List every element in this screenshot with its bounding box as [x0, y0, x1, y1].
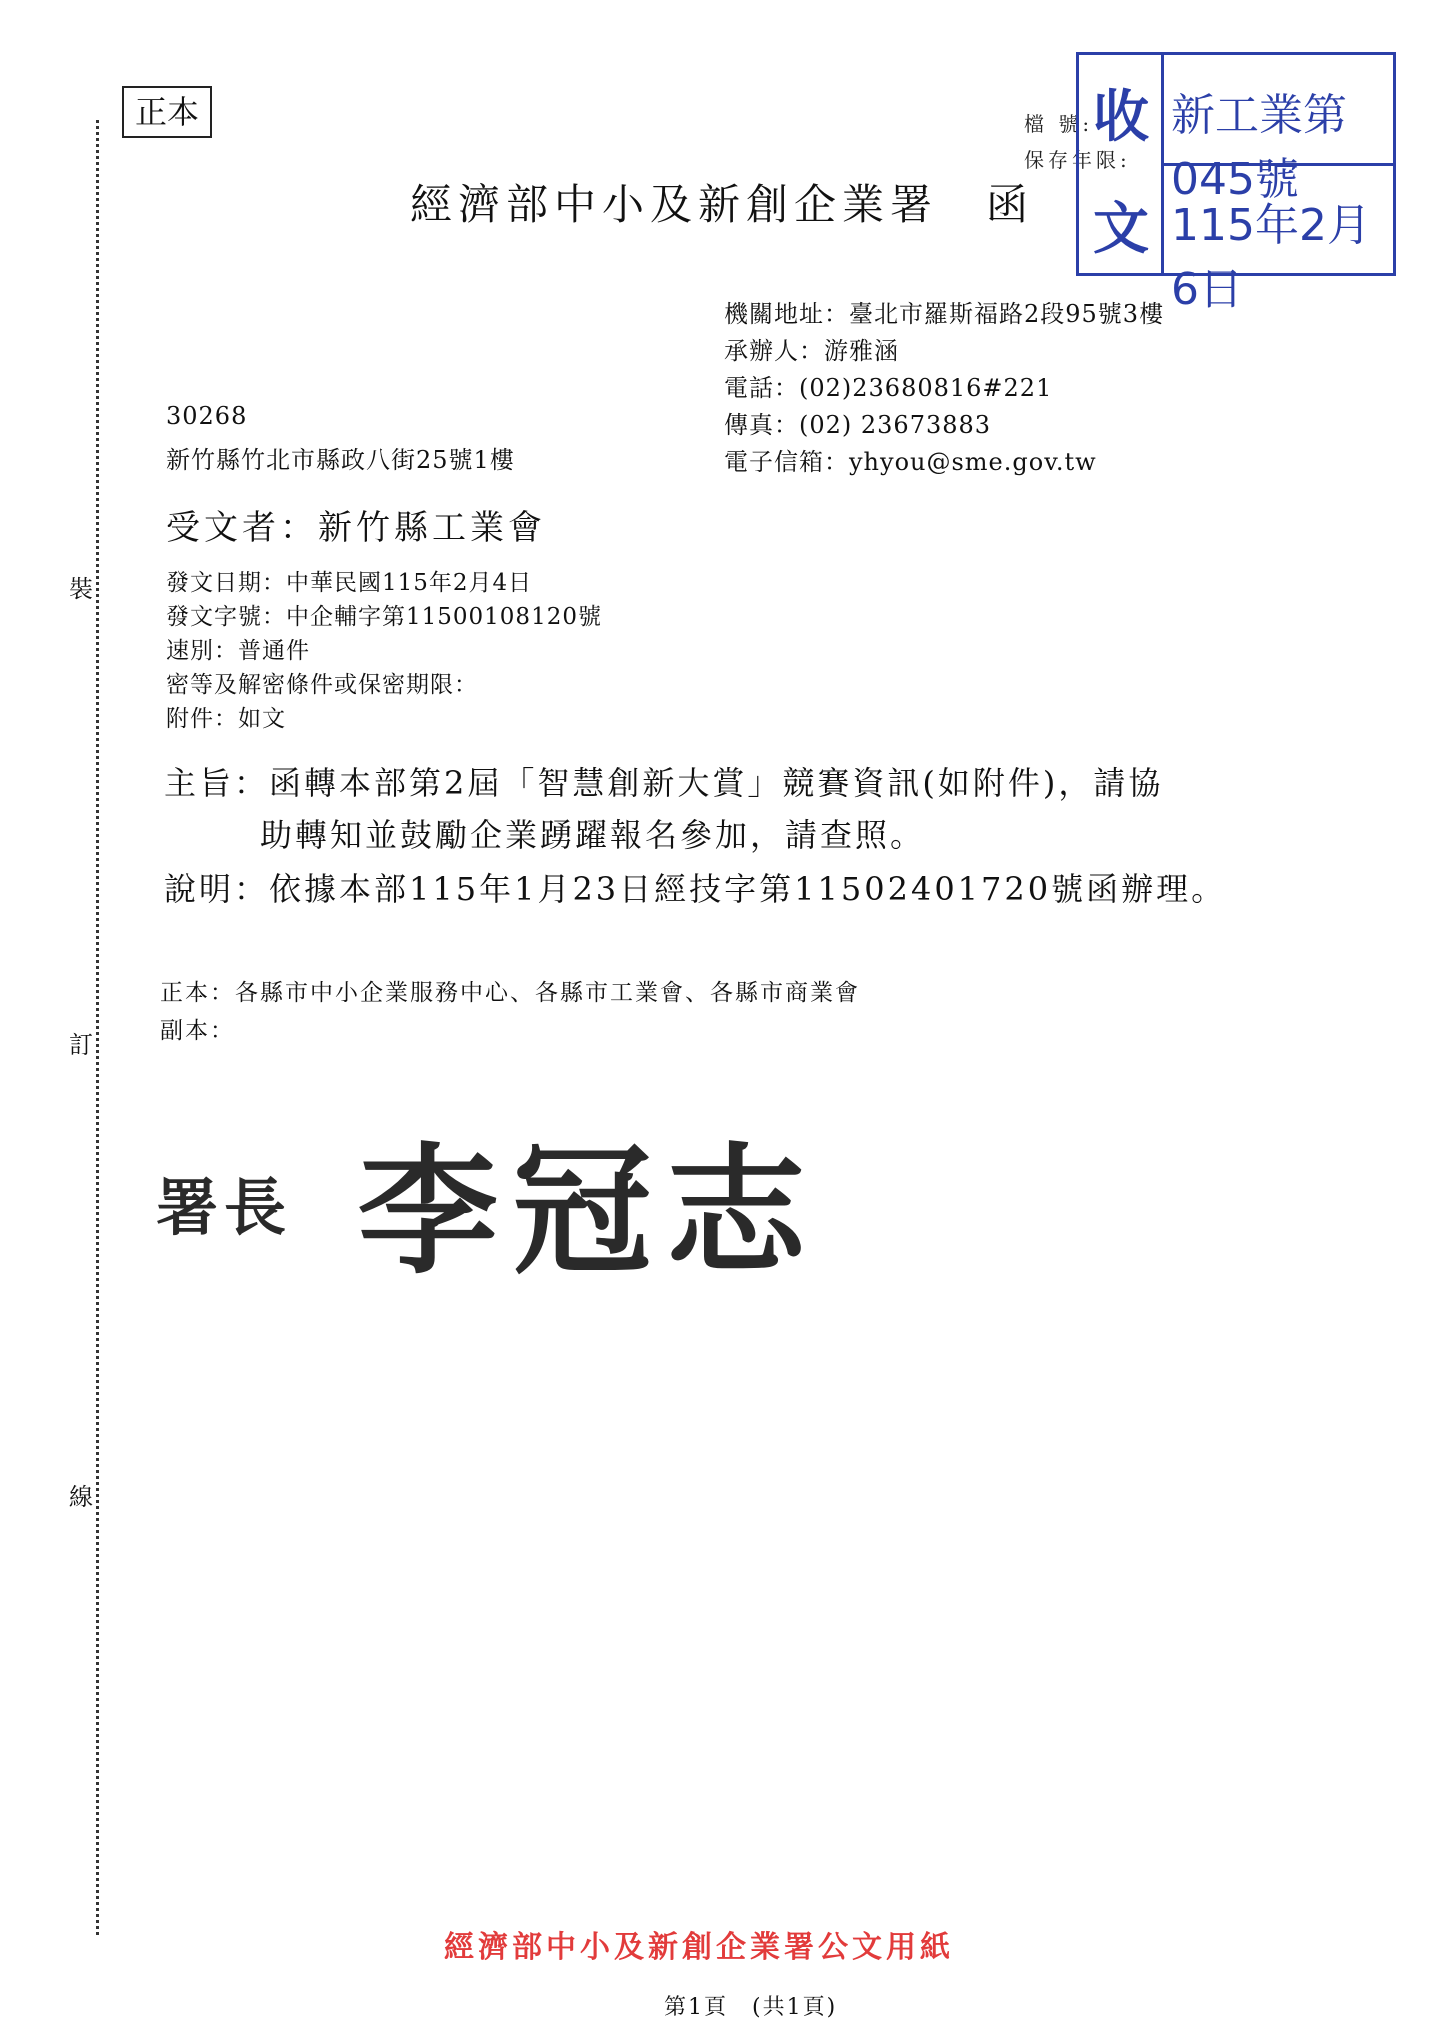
- copy-label: 正本: [122, 86, 212, 138]
- stamp-receive-char: 收: [1093, 84, 1149, 150]
- postal-code: 30268: [166, 402, 248, 430]
- subject-line-2: 助轉知並鼓勵企業踴躍報名參加，請查照。: [260, 816, 926, 854]
- receipt-stamp: [1076, 52, 1396, 315]
- handler: 承辦人：游雅涵: [724, 337, 899, 365]
- binding-char-zhuang: 裝: [66, 574, 96, 604]
- agency-address: 機關地址：臺北市羅斯福路2段95號3樓: [724, 300, 1165, 328]
- stamp-receipt-date: 115年2月6日: [1171, 200, 1371, 315]
- page-number: 第1頁 (共1頁): [664, 1995, 838, 2020]
- binding-line: [96, 120, 99, 1935]
- subject-line-1: 主旨：函轉本部第2屆「智慧創新大賞」競賽資訊(如附件)，請協: [164, 764, 1164, 802]
- recipient: 受文者：新竹縣工業會: [166, 508, 546, 548]
- original-recipients: 正本：各縣市中小企業服務中心、各縣市工業會、各縣市商業會: [160, 980, 860, 1006]
- speed-class: 速別：普通件: [166, 638, 310, 664]
- fax: 傳真：(02) 23673883: [724, 411, 992, 439]
- signature-title: 署長: [156, 1171, 293, 1244]
- issue-date: 發文日期：中華民國115年2月4日: [166, 570, 533, 596]
- email: 電子信箱：yhyou@sme.gov.tw: [724, 448, 1097, 476]
- secrecy-level: 密等及解密條件或保密期限：: [166, 672, 478, 698]
- attachment: 附件：如文: [166, 706, 286, 732]
- binding-char-ding: 訂: [66, 1030, 96, 1060]
- official-paper-title: 經濟部中小及新創企業署公文用紙: [444, 1930, 954, 1965]
- document-title: 經濟部中小及新創企業署 函: [410, 180, 1035, 229]
- file-number-label: 檔 號:: [1024, 112, 1094, 136]
- explanation: 說明：依據本部115年1月23日經技字第11502401720號函辦理。: [164, 870, 1227, 908]
- phone: 電話：(02)23680816#221: [724, 374, 1053, 402]
- stamp-receipt-number: 新工業第045號: [1171, 90, 1347, 205]
- signature-name: 李冠志: [358, 1130, 821, 1294]
- agency-contact: [724, 296, 1164, 481]
- retention-label: 保存年限:: [1024, 148, 1131, 172]
- binding-char-xian: 線: [66, 1482, 96, 1512]
- recipient-address: 新竹縣竹北市縣政八街25號1樓: [166, 446, 515, 474]
- issue-number: 發文字號：中企輔字第11500108120號: [166, 604, 602, 630]
- copy-recipients: 副本：: [160, 1018, 235, 1044]
- stamp-document-char: 文: [1093, 196, 1149, 262]
